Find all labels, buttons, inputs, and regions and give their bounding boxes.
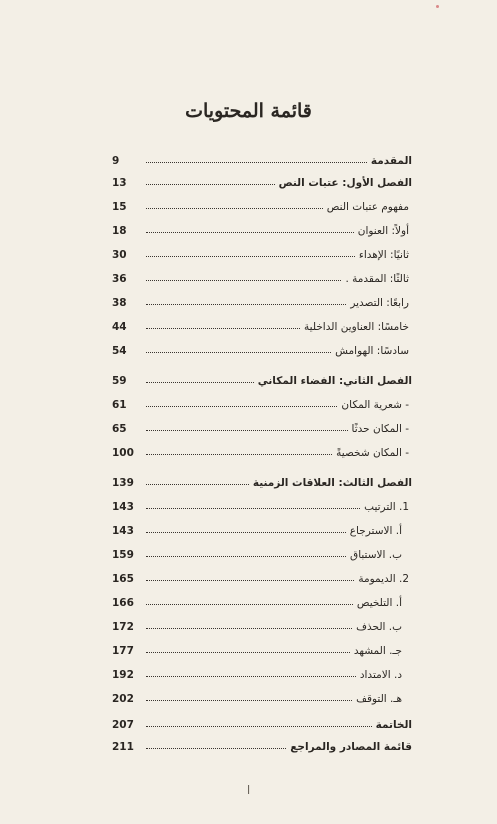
toc-page-number: 15	[112, 201, 127, 213]
toc-page-number: 9	[112, 155, 120, 167]
toc-label: المقدمة	[370, 155, 412, 167]
toc-page-number: 177	[112, 645, 134, 657]
toc-page-number: 18	[112, 225, 127, 237]
leader-dots	[146, 532, 346, 533]
toc-label: أ. التلخيص	[356, 597, 402, 609]
toc-row[interactable]	[112, 335, 412, 357]
toc-row[interactable]	[112, 587, 412, 609]
toc-page-number: 202	[112, 693, 134, 705]
leader-dots	[146, 652, 350, 653]
leader-dots	[146, 406, 337, 407]
leader-dots	[146, 484, 249, 485]
leader-dots	[146, 556, 346, 557]
toc-row[interactable]	[112, 263, 412, 285]
page-number: ا	[246, 783, 251, 797]
toc-label: 2. الديمومة	[358, 573, 409, 585]
leader-dots	[146, 628, 352, 629]
toc-label: جـ. المشهد	[353, 645, 402, 657]
leader-dots	[146, 256, 355, 257]
toc-label: أ. الاسترجاع	[349, 525, 402, 537]
toc-label: ب. الحذف	[356, 621, 402, 633]
toc-row[interactable]	[112, 683, 412, 705]
leader-dots	[146, 580, 354, 581]
leader-dots	[146, 748, 286, 749]
toc-label: - المكان حدثًا	[351, 423, 409, 435]
toc-row[interactable]	[112, 491, 412, 513]
toc-row[interactable]	[112, 731, 412, 753]
toc-row[interactable]	[112, 515, 412, 537]
toc-row[interactable]	[112, 437, 412, 459]
toc-label: قائمة المصادر والمراجع	[290, 741, 412, 753]
toc-row[interactable]	[112, 709, 412, 731]
toc-label: د. الامتداد	[359, 669, 402, 681]
toc-label: هـ. التوقف	[356, 693, 402, 705]
leader-dots	[146, 726, 372, 727]
leader-dots	[146, 328, 300, 329]
leader-dots	[146, 280, 341, 281]
leader-dots	[146, 162, 367, 163]
toc-row[interactable]	[112, 365, 412, 387]
leader-dots	[146, 700, 352, 701]
toc-row[interactable]	[112, 191, 412, 213]
leader-dots	[146, 232, 354, 233]
toc-label: الخاتمة	[375, 719, 412, 731]
toc-row[interactable]	[112, 413, 412, 435]
toc-page-number: 65	[112, 423, 127, 435]
toc-label: ب. الاستباق	[350, 549, 402, 561]
toc-page-number: 159	[112, 549, 134, 561]
toc-label: مفهوم عتبات النص	[326, 201, 409, 213]
page-title: قائمة المحتويات	[185, 100, 312, 122]
toc-label: 1. الترتيب	[364, 501, 409, 513]
leader-dots	[146, 352, 331, 353]
toc-page-number: 36	[112, 273, 127, 285]
toc-row[interactable]	[112, 389, 412, 411]
ink-speck	[436, 5, 439, 8]
toc-label: ثانيًا: الإهداء	[358, 249, 409, 261]
toc-page-number: 211	[112, 741, 134, 753]
toc-row[interactable]	[112, 287, 412, 309]
leader-dots	[146, 304, 346, 305]
leader-dots	[146, 430, 348, 431]
leader-dots	[146, 508, 360, 509]
toc-row[interactable]	[112, 239, 412, 261]
leader-dots	[146, 184, 275, 185]
toc-page-number: 143	[112, 501, 134, 513]
toc-page-number: 44	[112, 321, 127, 333]
toc-label: سادسًا: الهوامش	[335, 345, 409, 357]
toc-label: - شعرية المكان	[341, 399, 409, 411]
toc-label: خامسًا: العناوين الداخلية	[304, 321, 409, 333]
toc-label: الفصل الثالث: العلاقات الزمنية	[252, 477, 412, 489]
leader-dots	[146, 208, 323, 209]
toc-row[interactable]	[112, 145, 412, 167]
toc-page-number: 59	[112, 375, 127, 387]
toc-page-number: 139	[112, 477, 134, 489]
toc-page-number: 13	[112, 177, 127, 189]
toc-label: الفصل الثاني: الفضاء المكاني	[257, 375, 412, 387]
leader-dots	[146, 382, 254, 383]
toc-page-number: 61	[112, 399, 127, 411]
toc-page-number: 165	[112, 573, 134, 585]
toc-label: ثالثًا: المقدمة .	[345, 273, 409, 285]
toc-row[interactable]	[112, 167, 412, 189]
toc-row[interactable]	[112, 539, 412, 561]
toc-label: الفصل الأول: عتبات النص	[278, 177, 412, 189]
toc-page-number: 192	[112, 669, 134, 681]
toc-row[interactable]	[112, 563, 412, 585]
toc-page-number: 172	[112, 621, 134, 633]
toc-row[interactable]	[112, 635, 412, 657]
toc-label: رابعًا: التصدير	[350, 297, 409, 309]
toc-page-number: 166	[112, 597, 134, 609]
toc-row[interactable]	[112, 467, 412, 489]
toc-label: - المكان شخصيةً	[336, 447, 409, 459]
toc-page-number: 207	[112, 719, 134, 731]
toc-page-number: 38	[112, 297, 127, 309]
toc-page-number: 54	[112, 345, 127, 357]
leader-dots	[146, 676, 356, 677]
leader-dots	[146, 604, 353, 605]
leader-dots	[146, 454, 332, 455]
toc-page-number: 100	[112, 447, 134, 459]
toc-row[interactable]	[112, 611, 412, 633]
toc-row[interactable]	[112, 659, 412, 681]
toc-page-number: 143	[112, 525, 134, 537]
toc-label: أولاً: العنوان	[357, 225, 409, 237]
toc-row[interactable]	[112, 215, 412, 237]
toc-page-number: 30	[112, 249, 127, 261]
toc-row[interactable]	[112, 311, 412, 333]
